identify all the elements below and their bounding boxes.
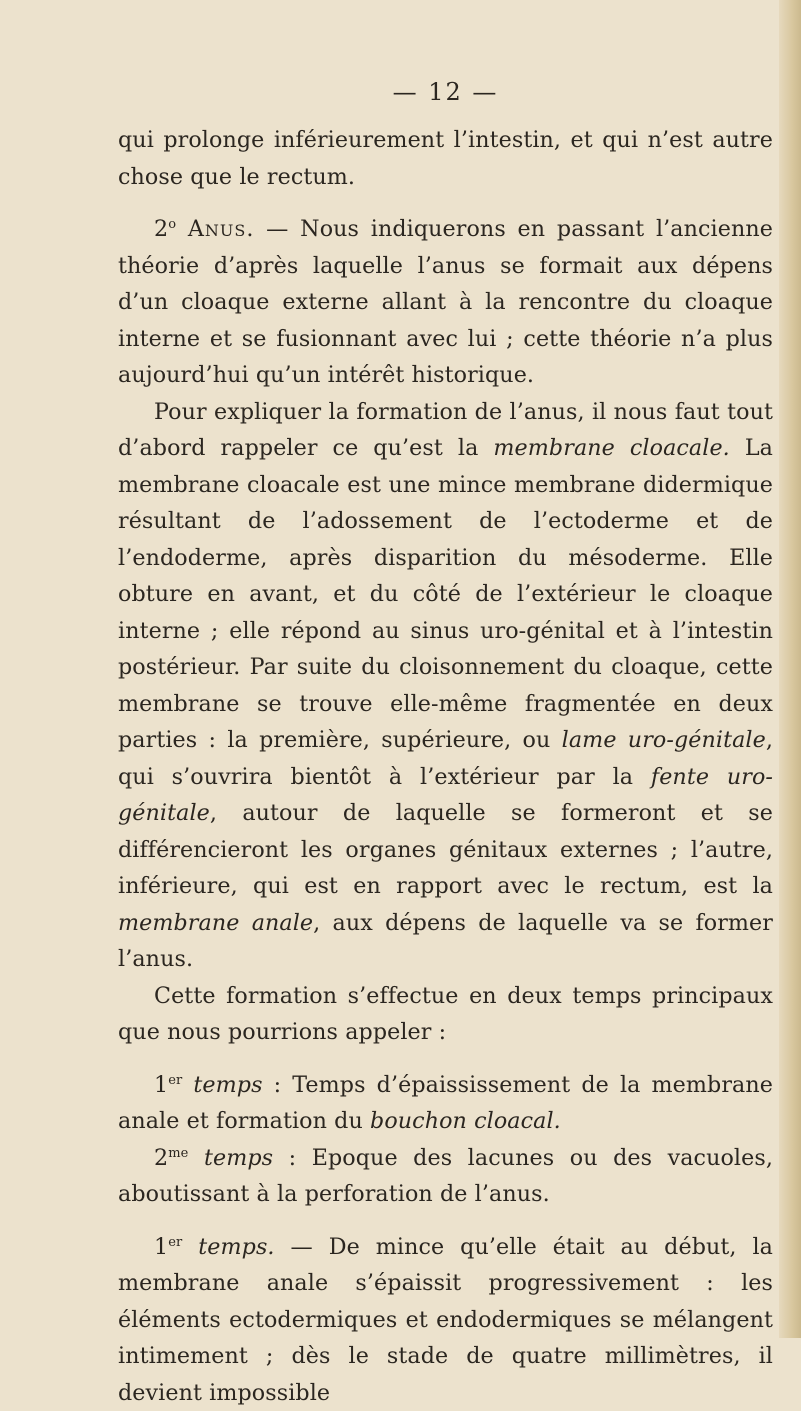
page-number: — 12 — <box>118 78 773 106</box>
term-bouchon-cloacal: bouchon cloacal. <box>370 1108 561 1134</box>
step-label: temps <box>188 1145 273 1171</box>
page-body <box>118 122 773 1411</box>
text-run: La membrane cloacale est une mince membrane didermique résultant de l’adossement de l’ectoderme et de l’endoderme, après disparition du mésoderme. Elle obture en avant, et du côté de l’extérieur le cloaque interne ; elle répond au sinus uro-génital et à l’intestin postérieur. Par suite du cloisonnement du cloaque, cette membrane se trouve elle-même fragmentée en deux parties : la première, supérieure, ou <box>118 435 773 753</box>
paragraph-formation: Cette formation s’effectue en deux temps principaux que nous pourrions appeler : <box>118 978 773 1051</box>
paragraph-temps-2 <box>118 1140 773 1213</box>
text-run: , aux dépens de laquelle va se former l’anus. <box>118 910 773 973</box>
term-membrane-anale: membrane anale <box>118 910 313 936</box>
step-number: 2 <box>154 1145 168 1171</box>
paragraph-temps-1 <box>118 1067 773 1140</box>
step-number-sup: er <box>168 1235 182 1250</box>
section-number: 2 <box>154 216 168 242</box>
term-membrane-cloacale: membrane cloacale. <box>493 435 729 461</box>
text-run: , qui s’ouvrira bientôt à l’extérieur par la <box>118 727 773 790</box>
step-number-sup: me <box>168 1146 188 1161</box>
text-run: Pour expliquer la formation de l’anus, il nous faut tout d’abord rappeler ce qu’est la <box>118 399 773 462</box>
term-fente-uro-genitale: fente uro-génitale <box>118 764 773 827</box>
page-edge <box>779 0 801 1338</box>
text-run: : Temps d’épaississement de la membrane anale et formation du <box>118 1072 773 1135</box>
paragraph-text: — Nous indiquerons en passant l’ancienne théorie d’après laquelle l’anus se formait aux dépens d’un cloaque externe allant à la rencontre du cloaque interne et se fusionnant avec lui ; cette théorie n’a plus aujourd’hui qu’un intérêt historique. <box>118 216 773 388</box>
section-heading: Anus. <box>188 216 255 242</box>
paragraph-premier-temps <box>118 1229 773 1411</box>
paragraph-membrane <box>118 394 773 978</box>
paragraph-continuation: qui prolonge inférieurement l’intestin, et qui n’est autre chose que le rectum. <box>118 122 773 195</box>
text-run: — De mince qu’elle était au début, la membrane anale s’épaissit progressivement : les éléments ectodermiques et endodermiques se mélangent intimement ; dès le stade de quatre millimètres, il devient impossible <box>118 1234 773 1406</box>
step-label: temps <box>182 1072 262 1098</box>
term-lame-uro-genitale: lame uro-génitale <box>562 727 766 753</box>
step-label: temps. <box>182 1234 274 1260</box>
text-run: : Epoque des lacunes ou des vacuoles, aboutissant à la perforation de l’anus. <box>118 1145 773 1208</box>
step-number: 1 <box>154 1072 168 1098</box>
step-number: 1 <box>154 1234 168 1260</box>
step-number-sup: er <box>168 1073 182 1088</box>
paragraph-anus <box>118 211 773 394</box>
text-run: , autour de laquelle se formeront et se différencieront les organes génitaux externes ; l’autre, inférieure, qui est en rapport avec le rectum, est la <box>118 800 773 899</box>
section-number-sup: o <box>168 217 176 232</box>
